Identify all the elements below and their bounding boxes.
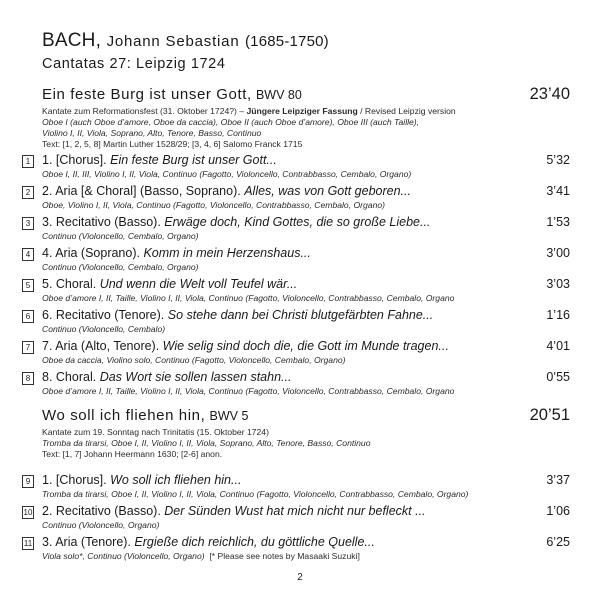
track-scoring: Continuo (Violoncello, Cembalo, Organo) bbox=[42, 231, 199, 241]
track-duration: 6’25 bbox=[546, 535, 570, 549]
track-scoring: Oboe d’amore I, II, Taille, Violino I, II, Viola, Continuo (Fagotto, Violoncello, Contrabbasso, Cembalo, Organo bbox=[42, 293, 455, 303]
work-scoring: Tromba da tirarsi, Oboe I, II, Violino I, II, Viola, Soprano, Alto, Tenore, Basso, Continuo bbox=[42, 438, 371, 448]
track-scoring bbox=[42, 551, 360, 561]
work-title: Wo soll ich fliehen hin, bbox=[42, 407, 206, 424]
track-scoring: Continuo (Violoncello, Cembalo, Organo) bbox=[42, 262, 199, 272]
track-number: 5 bbox=[22, 279, 34, 292]
track-incipit: Wo soll ich fliehen hin... bbox=[110, 473, 242, 487]
track-incipit: Erwäge doch, Kind Gottes, die so große Liebe... bbox=[164, 215, 431, 229]
track-title bbox=[42, 276, 297, 293]
track-row[interactable] bbox=[22, 307, 570, 338]
work-occasion: Kantate zum Reformationsfest bbox=[42, 106, 158, 116]
track-title bbox=[42, 214, 430, 231]
track-label: 8. Choral. bbox=[42, 370, 97, 384]
track-scoring: Continuo (Violoncello, Organo) bbox=[42, 520, 160, 530]
track-duration: 3’41 bbox=[546, 184, 570, 198]
track-number: 10 bbox=[23, 508, 33, 517]
track-row[interactable] bbox=[22, 338, 570, 369]
work-title: Ein feste Burg ist unser Gott, bbox=[42, 86, 252, 103]
track-list-bwv80 bbox=[22, 152, 570, 400]
version-german: Jüngere Leipziger Fassung bbox=[246, 106, 358, 116]
track-number: 4 bbox=[22, 248, 34, 261]
track-title bbox=[42, 472, 241, 489]
work-occasion-line bbox=[42, 106, 570, 117]
collection-title: Cantatas 27: Leipzig 1724 bbox=[42, 56, 226, 72]
track-incipit: Das Wort sie sollen lassen stahn... bbox=[99, 370, 292, 384]
track-incipit: Wie selig sind doch die, die Gott im Munde tragen... bbox=[162, 339, 449, 353]
work-total-duration: 23’40 bbox=[529, 85, 570, 103]
track-scoring: Oboe d’amore I, II, Taille, Violino I, II, Viola, Continuo (Fagotto, Violoncello, Contrabbasso, Cembalo, Organo bbox=[42, 386, 455, 396]
track-number: 7 bbox=[22, 341, 34, 354]
composer-heading bbox=[42, 30, 329, 52]
track-duration: 5’32 bbox=[546, 153, 570, 167]
track-scoring: Oboe, Violino I, II, Viola, Continuo (Fagotto, Violoncello, Contrabbasso, Cembalo, Organo) bbox=[42, 200, 385, 210]
work-total-duration: 20’51 bbox=[529, 406, 570, 424]
track-duration: 3’37 bbox=[546, 473, 570, 487]
track-row[interactable] bbox=[22, 534, 570, 565]
track-incipit: So stehe dann bei Christi blutgefärbten Fahne... bbox=[167, 308, 434, 322]
track-row[interactable] bbox=[22, 276, 570, 307]
track-duration: 4’01 bbox=[546, 339, 570, 353]
track-row[interactable] bbox=[22, 152, 570, 183]
page-number: 2 bbox=[297, 572, 303, 583]
track-incipit: Alles, was von Gott geboren... bbox=[244, 184, 411, 198]
track-title bbox=[42, 152, 277, 169]
track-number: 1 bbox=[22, 155, 34, 168]
track-scoring: Tromba da tirarsi, Oboe I, II, Violino I, II, Viola, Continuo (Fagotto, Violoncello, Contrabbasso, Cembalo, Organo) bbox=[42, 489, 469, 499]
track-title bbox=[42, 338, 449, 355]
track-duration: 3’00 bbox=[546, 246, 570, 260]
work-bwv: BWV 5 bbox=[209, 409, 249, 423]
track-incipit: Und wenn die Welt voll Teufel wär... bbox=[99, 277, 298, 291]
version-separator: – bbox=[236, 106, 247, 116]
track-row[interactable] bbox=[22, 472, 570, 503]
track-label: 6. Recitativo (Tenore). bbox=[42, 308, 165, 322]
track-scoring: Continuo (Violoncello, Cembalo) bbox=[42, 324, 166, 334]
work-text-credit: Text: [1, 7] Johann Heermann 1630; [2-6] anon. bbox=[42, 449, 223, 459]
work-title-row bbox=[42, 407, 570, 427]
track-incipit: Komm in mein Herzenshaus... bbox=[143, 246, 311, 260]
track-label: 7. Aria (Alto, Tenore). bbox=[42, 339, 160, 353]
track-list-bwv5 bbox=[22, 472, 570, 565]
work-occasion-date: (31. Oktober 1724?) bbox=[159, 106, 237, 116]
track-duration: 1’06 bbox=[546, 504, 570, 518]
track-incipit: Ein feste Burg ist unser Gott... bbox=[110, 153, 277, 167]
track-duration: 3’03 bbox=[546, 277, 570, 291]
track-scoring: Oboe da caccia, Violino solo, Continuo (Fagotto, Violoncello, Cembalo, Organo) bbox=[42, 355, 346, 365]
track-row[interactable] bbox=[22, 245, 570, 276]
track-title bbox=[42, 307, 433, 324]
work-bwv: BWV 80 bbox=[255, 88, 302, 102]
version-separator: / bbox=[357, 106, 365, 116]
track-row[interactable] bbox=[22, 369, 570, 400]
work-occasion-date: (15. Oktober 1724) bbox=[196, 427, 269, 437]
track-label: 3. Aria (Tenore). bbox=[42, 535, 131, 549]
track-incipit: Der Sünden Wust hat mich nicht nur befleckt ... bbox=[164, 504, 426, 518]
work-scoring: Violino I, II, Viola, Soprano, Alto, Tenore, Basso, Continuo bbox=[42, 128, 262, 138]
track-label: 1. [Chorus]. bbox=[42, 153, 107, 167]
track-row[interactable] bbox=[22, 183, 570, 214]
work-text-credit: Text: [1, 2, 5, 8] Martin Luther 1528/29; [3, 4, 6] Salomo Franck 1715 bbox=[42, 139, 303, 149]
track-title bbox=[42, 503, 426, 520]
track-incipit: Ergieße dich reichlich, du göttliche Quelle... bbox=[134, 535, 375, 549]
track-label: 3. Recitativo (Basso). bbox=[42, 215, 161, 229]
composer-dates: (1685-1750) bbox=[244, 33, 329, 50]
track-title bbox=[42, 369, 291, 386]
composer-given-name: Johann Sebastian bbox=[106, 33, 240, 50]
track-row[interactable] bbox=[22, 503, 570, 534]
track-number: 9 bbox=[22, 475, 34, 488]
work-occasion: Kantate zum 19. Sonntag nach Trinitatis bbox=[42, 427, 195, 437]
track-scoring-text: Viola solo*, Continuo (Violoncello, Organo) bbox=[42, 551, 205, 561]
track-title bbox=[42, 183, 411, 200]
track-footnote: [* Please see notes by Masaaki Suzuki] bbox=[209, 551, 360, 561]
track-number: 11 bbox=[23, 539, 33, 548]
composer-surname: BACH, bbox=[42, 30, 102, 51]
track-label: 1. [Chorus]. bbox=[42, 473, 107, 487]
track-number: 6 bbox=[22, 310, 34, 323]
track-label: 5. Choral. bbox=[42, 277, 97, 291]
work-bwv5 bbox=[42, 407, 570, 460]
track-number: 8 bbox=[22, 372, 34, 385]
track-duration: 0’55 bbox=[546, 370, 570, 384]
version-english: Revised Leipzig version bbox=[364, 106, 456, 116]
work-bwv80 bbox=[42, 86, 570, 150]
track-label: 4. Aria (Soprano). bbox=[42, 246, 140, 260]
track-scoring: Oboe I, II, III, Violino I, II, Viola, Continuo (Fagotto, Violoncello, Contrabbasso, Cembalo, Organo) bbox=[42, 169, 412, 179]
track-number: 3 bbox=[22, 217, 34, 230]
work-scoring: Oboe I (auch Oboe d’amore, Oboe da caccia), Oboe II (auch Oboe d’amore), Oboe III (auch Taille), bbox=[42, 117, 420, 127]
track-title bbox=[42, 534, 375, 551]
track-label: 2. Recitativo (Basso). bbox=[42, 504, 161, 518]
track-label: 2. Aria [& Choral] (Basso, Soprano). bbox=[42, 184, 241, 198]
track-row[interactable] bbox=[22, 214, 570, 245]
track-number: 2 bbox=[22, 186, 34, 199]
work-title-row bbox=[42, 86, 570, 106]
work-occasion-line bbox=[42, 427, 570, 438]
track-duration: 1’53 bbox=[546, 215, 570, 229]
track-duration: 1’16 bbox=[546, 308, 570, 322]
track-title bbox=[42, 245, 311, 262]
